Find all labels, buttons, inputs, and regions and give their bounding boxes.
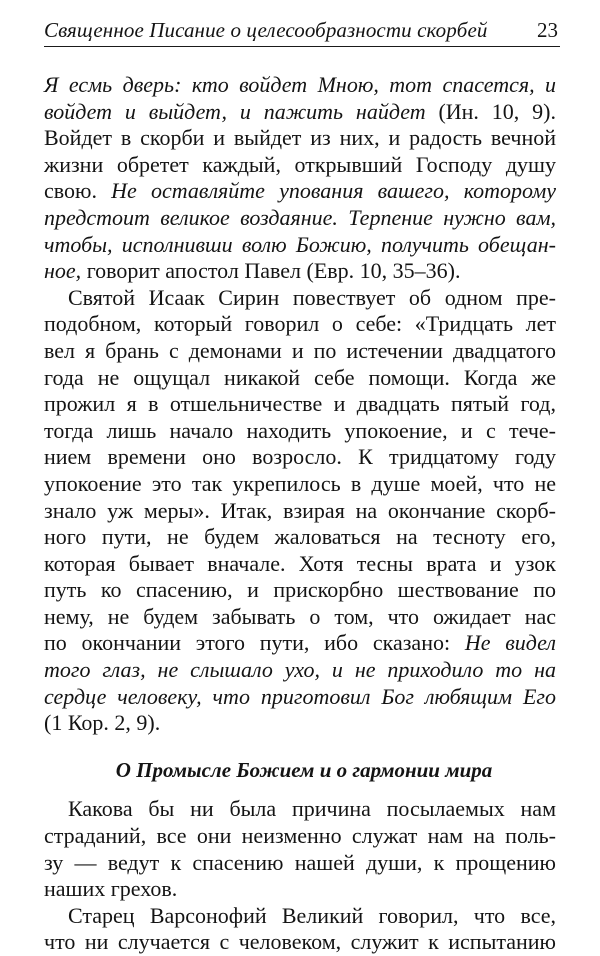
quote-text: войдет и выйдет, и пажить найдет <box>44 98 426 124</box>
quote-text: Не оставляйте упования вашего, которому <box>111 178 557 204</box>
section-heading-text: О Промысле Божием и о гармонии мира <box>115 757 493 782</box>
line-text: прожил я в отшельничестве и двадцать пятый год, <box>44 391 556 417</box>
text-line <box>44 205 556 232</box>
text-line <box>44 524 556 551</box>
reference-text: говорит апостол Павел (Евр. 10, 35–36). <box>81 258 461 284</box>
text-line <box>44 577 556 604</box>
text-line <box>44 418 556 445</box>
paragraph-isaac-syrian <box>44 285 556 737</box>
text-line <box>44 876 556 903</box>
paragraph-suffering <box>44 796 556 902</box>
text-line <box>44 338 556 365</box>
quote-text: чтобы, исполнивши волю Божию, получить обещан- <box>44 231 556 257</box>
page-header <box>44 16 560 50</box>
line-text: тогда лишь начало находить упокоение, и с тече- <box>44 417 556 443</box>
line-text: упокоение это так укрепилось в душе моей, что не <box>44 470 556 496</box>
line-text: Старец Варсонофий Великий говорил, что все, <box>68 902 556 928</box>
reference-text: (Ин. 10, 9). <box>425 98 556 124</box>
text-line <box>44 99 556 126</box>
line-text: нием времени оно возросло. К тридцатому году <box>44 444 556 470</box>
text-line <box>44 498 556 525</box>
line-text: Войдет в скорби и выйдет из них, и радость вечной <box>44 125 556 151</box>
text-line <box>44 232 556 259</box>
line-text: которая бывает вначале. Хотя тесны врата и узок <box>44 550 556 576</box>
text-line <box>44 285 556 312</box>
line-text: зу — ведут к спасению нашей души, к прощению <box>44 849 556 875</box>
line-text: знало уж меры». Итак, взирая на окончание скорб- <box>44 497 556 523</box>
text-line <box>44 796 556 823</box>
text-line <box>44 391 556 418</box>
section-heading <box>44 757 556 784</box>
line-text: наших грехов. <box>44 876 178 902</box>
text-line <box>44 125 556 152</box>
quote-text: Я есмь дверь: кто войдет Мною, тот спасется, и <box>44 72 556 97</box>
text-line <box>44 630 556 657</box>
paragraph-barsanuphius <box>44 903 556 956</box>
page-number: 23 <box>537 18 558 42</box>
reference-text: (1 Кор. 2, 9). <box>44 710 161 736</box>
running-title: Священное Писание о целесообразности скорбей <box>44 18 488 42</box>
line-text: подобном, который говорил о себе: «Тридцать лет <box>44 311 556 337</box>
quote-text: ное, <box>44 258 82 284</box>
line-text: Какова бы ни была причина посылаемых нам <box>68 796 556 822</box>
line-text: страданий, все они неизменно служат нам на поль- <box>44 823 556 849</box>
line-text: ного пути, не будем жаловаться на тесноту его, <box>44 524 556 550</box>
line-text: по окончании этого пути, ибо сказано: <box>44 630 465 656</box>
text-line <box>44 311 556 338</box>
text-line <box>44 551 556 578</box>
body-text <box>44 72 556 956</box>
line-text: путь ко спасению, и прискорбно шествование по <box>44 577 556 603</box>
quote-text: сердце человеку, что приготовил Бог любящим Его <box>44 683 556 709</box>
text-line <box>44 929 556 956</box>
line-text: что ни случается с человеком, служит к испытанию <box>44 929 556 955</box>
text-line <box>44 604 556 631</box>
text-line <box>44 72 556 99</box>
text-line <box>44 710 556 737</box>
line-text: свою. <box>44 178 112 204</box>
line-text: жизни обретет каждый, открывший Господу душу <box>44 151 556 177</box>
text-line <box>44 152 556 179</box>
text-line <box>44 850 556 877</box>
text-line <box>44 684 556 711</box>
line-text: нему, не будем забывать о том, что ожидает нас <box>44 603 556 629</box>
header-rule <box>44 46 560 47</box>
line-text: вел я брань с демонами и по истечении двадцатого <box>44 337 556 363</box>
paragraph-scripture <box>44 72 556 285</box>
text-line <box>44 178 556 205</box>
line-text: Святой Исаак Сирин повествует об одном пре- <box>68 284 556 310</box>
quote-text: Не видел <box>464 630 556 656</box>
text-line <box>44 258 556 285</box>
text-line <box>44 444 556 471</box>
text-line <box>44 823 556 850</box>
text-line <box>44 471 556 498</box>
quote-text: того глаз, не слышало ухо, и не приходило то на <box>44 657 556 683</box>
line-text: года не ощущал никакой себе помощи. Когда же <box>44 364 556 390</box>
quote-text: предстоит великое воздаяние. Терпение нужно вам, <box>44 204 556 230</box>
text-line <box>44 657 556 684</box>
text-line <box>44 365 556 392</box>
text-line <box>44 903 556 930</box>
